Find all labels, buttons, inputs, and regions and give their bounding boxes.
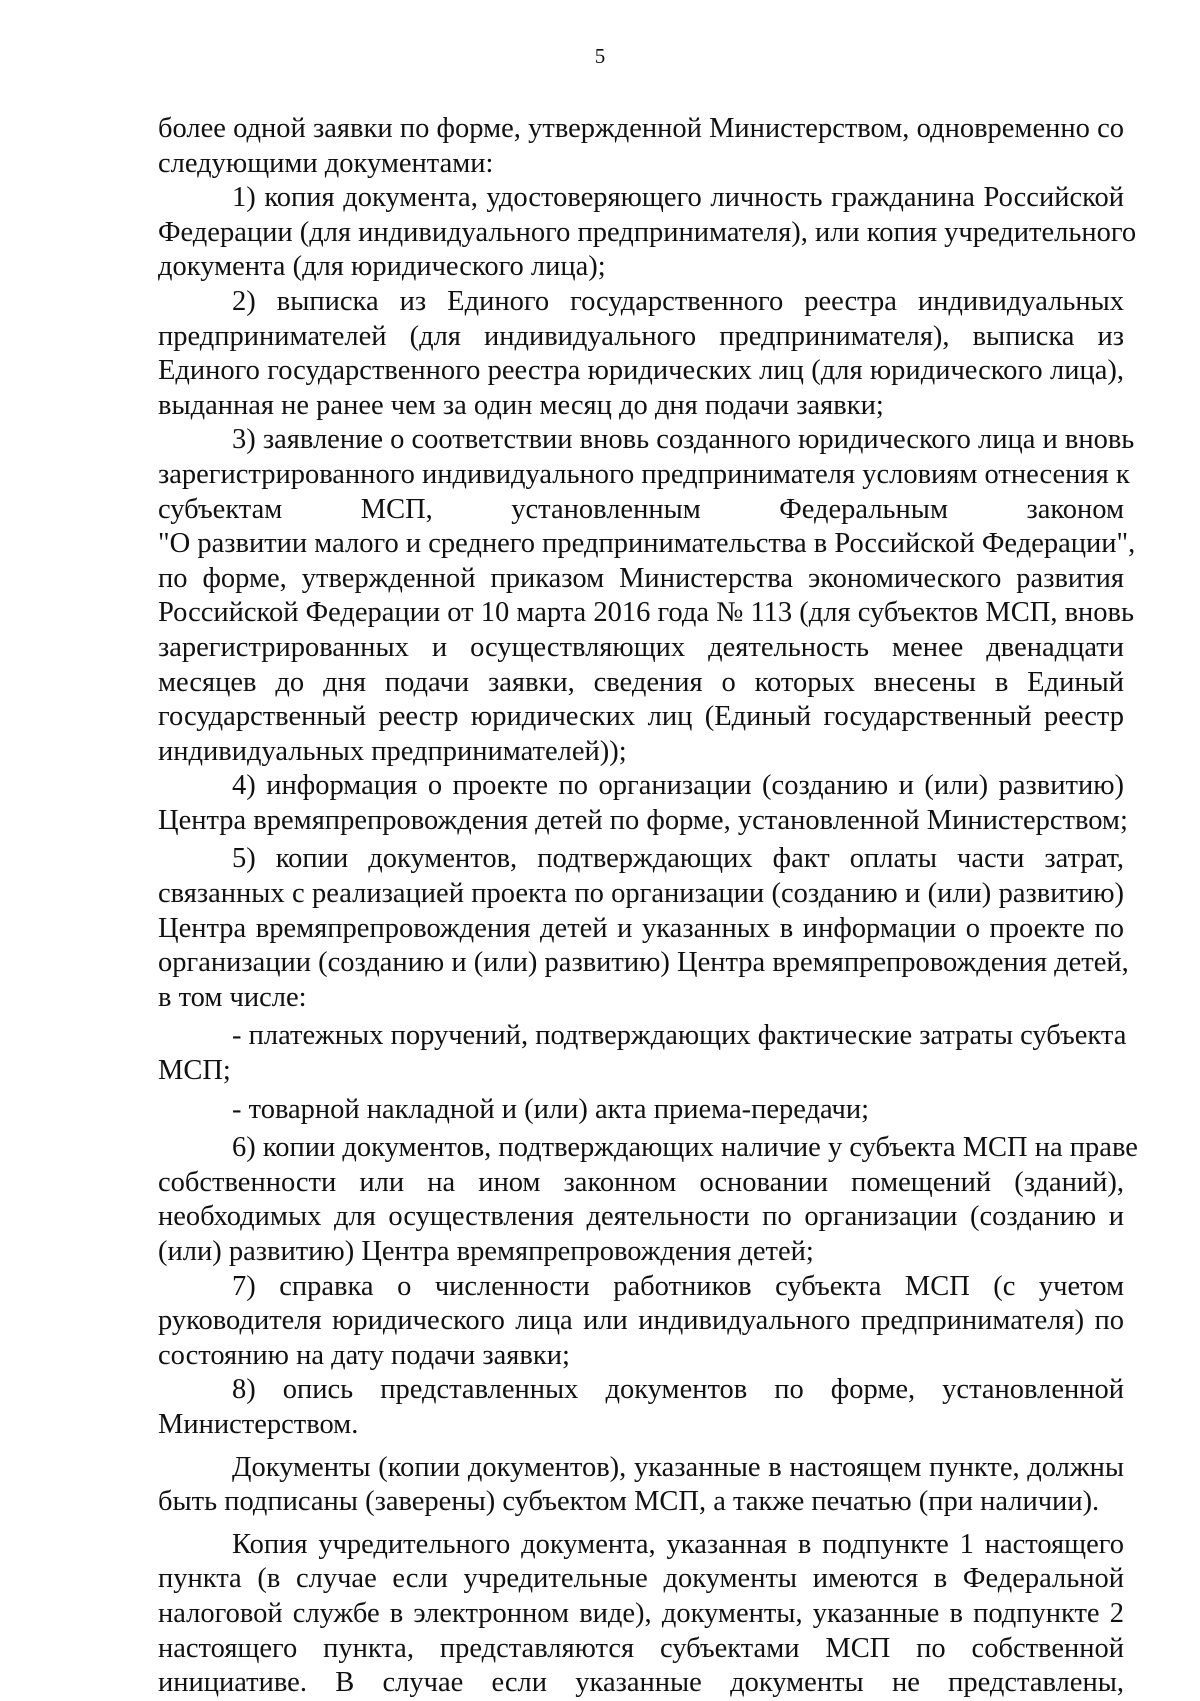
text-line: в том числе: — [158, 981, 307, 1013]
paragraph — [158, 1451, 1124, 1520]
paragraph — [158, 1528, 1124, 1701]
text-line: документа (для юридического лица); — [158, 251, 606, 283]
page-number: 5 — [594, 44, 606, 68]
text-line: пункта (в случае если учредительные документы имеются в Федеральной — [158, 1563, 1124, 1595]
list-item — [158, 1270, 1124, 1374]
list-item — [158, 1019, 1127, 1088]
text-line: настоящего пункта, представляются субъектами МСП по собственной — [158, 1632, 1124, 1664]
list-item — [158, 423, 1136, 769]
text-line: Копия учредительного документа, указанная в подпункте 1 настоящего — [232, 1528, 1124, 1560]
text-line: предпринимателей (для индивидуального предпринимателя), выписка из — [158, 320, 1124, 352]
text-line: - платежных поручений, подтверждающих фактические затраты субъекта — [232, 1020, 1127, 1052]
text-line: Центра времяпрепровождения детей и указанных в информации о проекте по — [158, 912, 1124, 944]
text-line: государственный реестр юридических лиц (Единый государственный реестр — [158, 701, 1124, 733]
text-line: более одной заявки по форме, утвержденной Министерством, одновременно со — [158, 113, 1124, 144]
text-line: связанных с реализацией проекта по организации (созданию и (или) развитию) — [158, 878, 1124, 910]
list-item — [158, 842, 1129, 1015]
text-line: субъектам МСП, установленным Федеральным законом — [158, 493, 1124, 525]
text-line: Российской Федерации от 10 марта 2016 года № 113 (для субъектов МСП, вновь — [158, 597, 1135, 629]
text-line: 6) копии документов, подтверждающих наличие у субъекта МСП на праве — [232, 1132, 1138, 1164]
text-line: 2) выписка из Единого государственного реестра индивидуальных — [232, 285, 1124, 317]
list-item — [158, 1373, 1124, 1442]
text-line: "О развитии малого и среднего предпринимательства в Российской Федерации", — [158, 528, 1136, 560]
text-line: (или) развитию) Центра времяпрепровождения детей; — [158, 1236, 814, 1267]
text-line: 7) справка о численности работников субъекта МСП (с учетом — [232, 1270, 1124, 1302]
text-line: необходимых для осуществления деятельности по организации (созданию и — [158, 1201, 1124, 1233]
text-line: быть подписаны (заверены) субъектом МСП, а также печатью (при наличии). — [158, 1486, 1100, 1518]
text-line: выданная не ранее чем за один месяц до дня подачи заявки; — [158, 389, 884, 421]
text-line: собственности или на ином законном основании помещений (зданий), — [158, 1166, 1124, 1198]
text-line: - товарной накладной и (или) акта приема-передачи; — [232, 1093, 870, 1125]
text-line: Министерством. — [158, 1408, 359, 1440]
list-item — [158, 769, 1128, 838]
text-line: состоянию на дату подачи заявки; — [158, 1339, 570, 1371]
list-item — [158, 285, 1124, 423]
text-line: 4) информация о проекте по организации (созданию и (или) развитию) — [232, 770, 1124, 802]
list-item — [158, 1131, 1138, 1269]
text-line: Центра времяпрепровождения детей по форме, установленной Министерством; — [158, 804, 1128, 836]
text-line: инициативе. В случае если указанные документы не представлены, — [158, 1667, 1124, 1699]
text-line: 1) копия документа, удостоверяющего личность гражданина Российской — [232, 182, 1124, 214]
document-body — [158, 112, 1138, 1701]
text-line: 8) опись представленных документов по форме, установленной — [232, 1374, 1124, 1406]
text-line: следующими документами: — [158, 147, 494, 179]
text-line: 5) копии документов, подтверждающих факт оплаты части затрат, — [232, 843, 1124, 875]
list-item — [158, 181, 1137, 285]
text-line: Единого государственного реестра юридических лиц (для юридического лица), — [158, 355, 1124, 387]
text-line: организации (созданию и (или) развитию) Центра времяпрепровождения детей, — [158, 947, 1129, 979]
text-line: по форме, утвержденной приказом Министерства экономического развития — [158, 562, 1124, 594]
text-line: зарегистрированных и осуществляющих деятельность менее двенадцати — [158, 631, 1124, 663]
text-line: индивидуальных предпринимателей)); — [158, 735, 627, 767]
text-line: месяцев до дня подачи заявки, сведения о которых внесены в Единый — [158, 666, 1124, 698]
text-line: Документы (копии документов), указанные в настоящем пункте, должны — [232, 1451, 1124, 1483]
text-line: зарегистрированного индивидуального предпринимателя условиям отнесения к — [158, 458, 1130, 490]
paragraph — [158, 112, 1124, 181]
text-line: Федерации (для индивидуального предпринимателя), или копия учредительного — [158, 216, 1137, 248]
text-line: налоговой службе в электронном виде), документы, указанные в подпункте 2 — [158, 1597, 1124, 1629]
text-line: МСП; — [158, 1055, 231, 1087]
text-line: 3) заявление о соответствии вновь созданного юридического лица и вновь — [232, 424, 1135, 456]
text-line: руководителя юридического лица или индивидуального предпринимателя) по — [158, 1305, 1124, 1337]
list-item — [158, 1093, 1124, 1128]
